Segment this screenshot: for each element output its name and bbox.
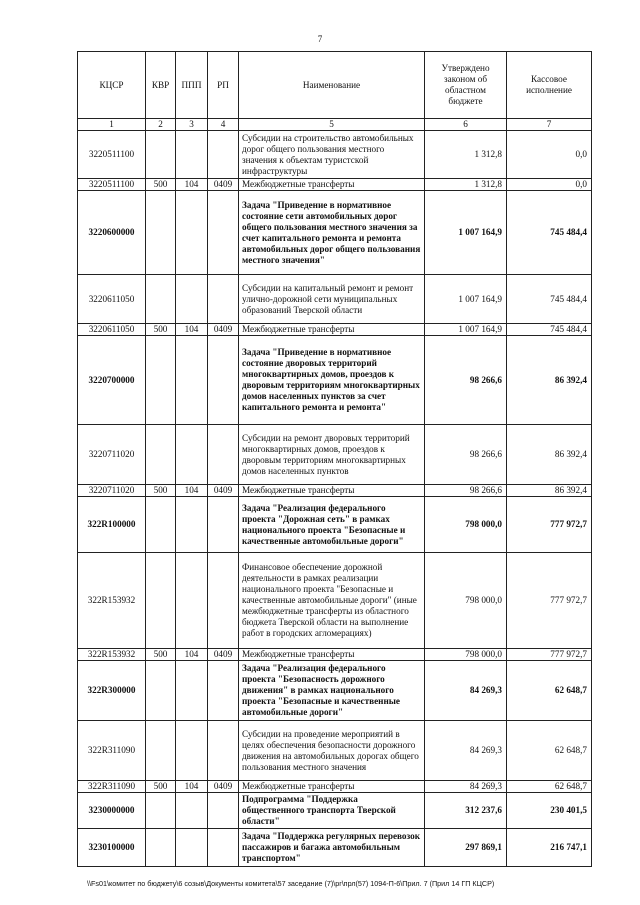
cell-kvr: 500 — [146, 485, 176, 497]
cell-kcsr: 3220700000 — [78, 336, 146, 425]
cell-kcsr: 322R300000 — [78, 661, 146, 721]
cell-name: Межбюджетные трансферты — [239, 649, 425, 661]
cell-execution: 745 484,4 — [507, 275, 592, 324]
cell-rp — [208, 191, 239, 275]
cell-name: Межбюджетные трансферты — [239, 179, 425, 191]
cell-kvr — [146, 336, 176, 425]
cell-name: Межбюджетные трансферты — [239, 781, 425, 793]
cell-ppp — [176, 336, 208, 425]
cell-execution: 62 648,7 — [507, 661, 592, 721]
cell-kcsr: 3220600000 — [78, 191, 146, 275]
cell-kvr — [146, 497, 176, 553]
cell-kvr — [146, 131, 176, 179]
cell-name: Субсидии на капитальный ремонт и ремонт улично-дорожной сети муниципальных образований Тверской области — [239, 275, 425, 324]
cell-name: Субсидии на строительство автомобильных дорог общего пользования местного значения к объектам туристской инфраструктуры — [239, 131, 425, 179]
header-rp: РП — [208, 52, 239, 119]
table-row — [78, 179, 592, 191]
cell-execution: 86 392,4 — [507, 485, 592, 497]
cell-approved: 1 007 164,9 — [425, 275, 507, 324]
cell-kvr — [146, 793, 176, 829]
table-row — [78, 497, 592, 553]
column-index: 1 — [78, 119, 146, 131]
cell-rp — [208, 497, 239, 553]
cell-ppp — [176, 131, 208, 179]
cell-kvr — [146, 425, 176, 485]
cell-kcsr: 3220511100 — [78, 179, 146, 191]
cell-ppp: 104 — [176, 324, 208, 336]
cell-kvr — [146, 275, 176, 324]
header-ppp: ППП — [176, 52, 208, 119]
cell-execution: 216 747,1 — [507, 829, 592, 867]
table-row — [78, 131, 592, 179]
cell-execution: 62 648,7 — [507, 721, 592, 781]
cell-rp — [208, 425, 239, 485]
cell-kcsr: 322R311090 — [78, 721, 146, 781]
cell-kvr — [146, 721, 176, 781]
cell-ppp — [176, 793, 208, 829]
cell-kcsr: 3230100000 — [78, 829, 146, 867]
column-index: 3 — [176, 119, 208, 131]
cell-ppp — [176, 721, 208, 781]
cell-execution: 62 648,7 — [507, 781, 592, 793]
cell-kvr — [146, 829, 176, 867]
column-index: 2 — [146, 119, 176, 131]
cell-execution: 230 401,5 — [507, 793, 592, 829]
cell-approved: 98 266,6 — [425, 425, 507, 485]
cell-name: Межбюджетные трансферты — [239, 485, 425, 497]
column-index: 6 — [425, 119, 507, 131]
cell-ppp — [176, 553, 208, 649]
cell-approved: 1 312,8 — [425, 179, 507, 191]
table-row — [78, 721, 592, 781]
cell-kcsr: 3220611050 — [78, 275, 146, 324]
cell-ppp: 104 — [176, 781, 208, 793]
cell-rp — [208, 131, 239, 179]
cell-execution: 777 972,7 — [507, 553, 592, 649]
cell-ppp — [176, 497, 208, 553]
page-number: 7 — [317, 34, 323, 44]
column-index: 5 — [239, 119, 425, 131]
cell-name: Межбюджетные трансферты — [239, 324, 425, 336]
cell-ppp — [176, 829, 208, 867]
cell-approved: 98 266,6 — [425, 485, 507, 497]
cell-rp: 0409 — [208, 649, 239, 661]
cell-name: Задача "Поддержка регулярных перевозок пассажиров и багажа автомобильным транспортом" — [239, 829, 425, 867]
cell-rp — [208, 829, 239, 867]
header-row — [78, 52, 592, 119]
cell-rp — [208, 721, 239, 781]
cell-approved: 798 000,0 — [425, 649, 507, 661]
cell-rp: 0409 — [208, 324, 239, 336]
cell-name: Задача "Реализация федерального проекта "Безопасность дорожного движения" в рамках национального проекта "Безопасные и качественные автомобильные дороги" — [239, 661, 425, 721]
cell-kvr: 500 — [146, 324, 176, 336]
cell-execution: 86 392,4 — [507, 425, 592, 485]
cell-name: Субсидии на ремонт дворовых территорий многоквартирных домов, проездов к дворовым территориям многоквартирных домов населенных пунктов — [239, 425, 425, 485]
cell-execution: 745 484,4 — [507, 324, 592, 336]
header-approved: Утверждено законом об областном бюджете — [425, 52, 507, 119]
cell-ppp: 104 — [176, 485, 208, 497]
cell-rp — [208, 336, 239, 425]
cell-kvr: 500 — [146, 649, 176, 661]
cell-kcsr: 3220711020 — [78, 425, 146, 485]
cell-rp — [208, 661, 239, 721]
header-execution: Кассовое исполнение — [507, 52, 592, 119]
cell-approved: 297 869,1 — [425, 829, 507, 867]
cell-kcsr: 322R100000 — [78, 497, 146, 553]
header-kcsr: КЦСР — [78, 52, 146, 119]
cell-ppp — [176, 661, 208, 721]
cell-name: Подпрограмма "Поддержка общественного транспорта Тверской области" — [239, 793, 425, 829]
cell-name: Задача "Приведение в нормативное состояние сети автомобильных дорог общего пользования местного значения за счет капитального ремонта и ремонта автомобильных дорог общего пользования местного значения" — [239, 191, 425, 275]
header-kvr: КВР — [146, 52, 176, 119]
cell-approved: 1 312,8 — [425, 131, 507, 179]
cell-approved: 84 269,3 — [425, 721, 507, 781]
cell-rp — [208, 275, 239, 324]
cell-rp — [208, 793, 239, 829]
cell-ppp — [176, 275, 208, 324]
table-row — [78, 191, 592, 275]
cell-execution: 777 972,7 — [507, 497, 592, 553]
cell-execution: 0,0 — [507, 179, 592, 191]
cell-rp: 0409 — [208, 781, 239, 793]
column-index: 7 — [507, 119, 592, 131]
cell-rp — [208, 553, 239, 649]
cell-approved: 84 269,3 — [425, 781, 507, 793]
cell-kcsr: 322R153932 — [78, 553, 146, 649]
budget-table — [77, 51, 592, 867]
table-row — [78, 829, 592, 867]
cell-rp: 0409 — [208, 179, 239, 191]
table-row — [78, 649, 592, 661]
table-row — [78, 275, 592, 324]
table-row — [78, 793, 592, 829]
table-row — [78, 485, 592, 497]
cell-execution: 86 392,4 — [507, 336, 592, 425]
cell-kcsr: 3220611050 — [78, 324, 146, 336]
cell-kcsr: 3220511100 — [78, 131, 146, 179]
table-row — [78, 781, 592, 793]
cell-execution: 745 484,4 — [507, 191, 592, 275]
cell-approved: 98 266,6 — [425, 336, 507, 425]
cell-kcsr: 322R153932 — [78, 649, 146, 661]
cell-approved: 798 000,0 — [425, 553, 507, 649]
cell-kcsr: 322R311090 — [78, 781, 146, 793]
cell-approved: 312 237,6 — [425, 793, 507, 829]
table-row — [78, 661, 592, 721]
table-row — [78, 425, 592, 485]
cell-approved: 798 000,0 — [425, 497, 507, 553]
cell-ppp: 104 — [176, 649, 208, 661]
column-index: 4 — [208, 119, 239, 131]
cell-ppp — [176, 425, 208, 485]
cell-kvr — [146, 553, 176, 649]
header-name: Наименование — [239, 52, 425, 119]
cell-kvr: 500 — [146, 179, 176, 191]
cell-rp: 0409 — [208, 485, 239, 497]
cell-approved: 1 007 164,9 — [425, 191, 507, 275]
cell-kcsr: 3230000000 — [78, 793, 146, 829]
cell-name: Финансовое обеспечение дорожной деятельности в рамках реализации национального проекта "Безопасные и качественные автомобильные дороги" (иные межбюджетные трансферты из областного бюджета Тверской области на выполнение работ в городских агломерациях) — [239, 553, 425, 649]
cell-kvr: 500 — [146, 781, 176, 793]
cell-execution: 0,0 — [507, 131, 592, 179]
cell-approved: 84 269,3 — [425, 661, 507, 721]
cell-execution: 777 972,7 — [507, 649, 592, 661]
cell-kvr — [146, 191, 176, 275]
cell-name: Задача "Реализация федерального проекта "Дорожная сеть" в рамках национального проекта "Безопасные и качественные автомобильные дороги" — [239, 497, 425, 553]
cell-ppp — [176, 191, 208, 275]
column-index-row — [78, 119, 592, 131]
table-row — [78, 553, 592, 649]
cell-ppp: 104 — [176, 179, 208, 191]
table-row — [78, 324, 592, 336]
cell-approved: 1 007 164,9 — [425, 324, 507, 336]
cell-kcsr: 3220711020 — [78, 485, 146, 497]
cell-name: Задача "Приведение в нормативное состояние дворовых территорий многоквартирных домов, проездов к дворовым территориям многоквартирных домов населенных пунктов за счет капитального ремонта и ремонта" — [239, 336, 425, 425]
file-path-footer: \\Fs01\комитет по бюджету\6 созыв\Документы комитета\57 заседание (7)\pr\прл(57) 1094-П-6\Прил. 7 (Прил 14 ГП КЦСР) — [87, 879, 495, 888]
table-row — [78, 336, 592, 425]
cell-name: Субсидии на проведение мероприятий в целях обеспечения безопасности дорожного движения на автомобильных дорогах общего пользования местного значения — [239, 721, 425, 781]
cell-kvr — [146, 661, 176, 721]
